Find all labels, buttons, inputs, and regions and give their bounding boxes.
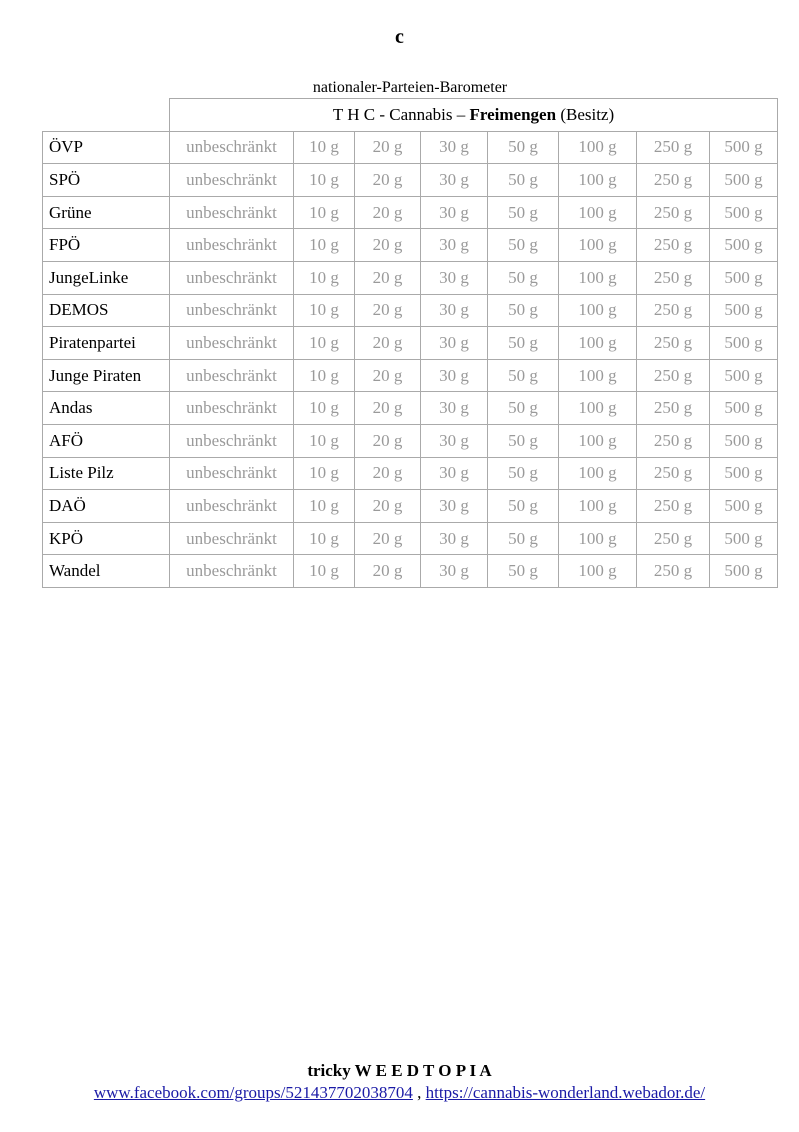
amount-cell[interactable]: 250 g (637, 261, 710, 294)
amount-cell[interactable]: 10 g (294, 555, 355, 588)
amount-cell[interactable]: 50 g (488, 229, 559, 262)
amount-cell[interactable]: unbeschränkt (170, 229, 294, 262)
amount-cell[interactable]: 20 g (355, 392, 421, 425)
party-name: Andas (43, 392, 170, 425)
party-name: Piratenpartei (43, 327, 170, 360)
amount-cell[interactable]: 250 g (637, 392, 710, 425)
amount-cell[interactable]: 30 g (421, 327, 488, 360)
table-row (43, 164, 778, 197)
amount-cell[interactable]: 500 g (710, 490, 778, 523)
table-row (43, 424, 778, 457)
party-name: Junge Piraten (43, 359, 170, 392)
table-row (43, 196, 778, 229)
amount-cell[interactable]: 30 g (421, 490, 488, 523)
amount-cell[interactable]: 100 g (559, 229, 637, 262)
amount-cell[interactable]: 10 g (294, 164, 355, 197)
amount-cell[interactable]: 10 g (294, 196, 355, 229)
amount-cell[interactable]: 100 g (559, 294, 637, 327)
amount-cell[interactable]: 100 g (559, 359, 637, 392)
amount-cell[interactable]: 30 g (421, 196, 488, 229)
amount-cell[interactable]: 250 g (637, 229, 710, 262)
amount-cell[interactable]: unbeschränkt (170, 457, 294, 490)
table-row (43, 261, 778, 294)
amount-cell[interactable]: 20 g (355, 229, 421, 262)
amount-cell[interactable]: 50 g (488, 131, 559, 164)
amount-cell[interactable]: 10 g (294, 424, 355, 457)
amount-cell[interactable]: unbeschränkt (170, 164, 294, 197)
header-row (43, 99, 778, 132)
party-name: Liste Pilz (43, 457, 170, 490)
table-row (43, 555, 778, 588)
amount-cell[interactable]: 20 g (355, 261, 421, 294)
table-row (43, 392, 778, 425)
amount-cell[interactable]: 30 g (421, 522, 488, 555)
amount-cell[interactable]: 10 g (294, 392, 355, 425)
amount-cell[interactable]: 50 g (488, 196, 559, 229)
party-name: Grüne (43, 196, 170, 229)
amount-cell[interactable]: 10 g (294, 522, 355, 555)
corner-cell (43, 99, 170, 132)
amount-cell[interactable]: 20 g (355, 359, 421, 392)
amount-cell[interactable]: 50 g (488, 164, 559, 197)
amount-cell[interactable]: 10 g (294, 327, 355, 360)
amount-cell[interactable]: 20 g (355, 522, 421, 555)
party-name: DEMOS (43, 294, 170, 327)
table-row (43, 229, 778, 262)
amount-cell[interactable]: 10 g (294, 294, 355, 327)
amount-cell[interactable]: 30 g (421, 294, 488, 327)
amount-cell[interactable]: 50 g (488, 490, 559, 523)
amount-cell[interactable]: 250 g (637, 555, 710, 588)
amount-cell[interactable]: 20 g (355, 164, 421, 197)
party-name: FPÖ (43, 229, 170, 262)
amount-cell[interactable]: 100 g (559, 555, 637, 588)
amount-cell[interactable]: 20 g (355, 131, 421, 164)
amount-cell[interactable]: 100 g (559, 196, 637, 229)
amount-cell[interactable]: 50 g (488, 555, 559, 588)
table-row (43, 359, 778, 392)
table-row (43, 327, 778, 360)
amount-cell[interactable]: 250 g (637, 164, 710, 197)
amount-cell[interactable]: 100 g (559, 522, 637, 555)
amount-cell[interactable]: unbeschränkt (170, 392, 294, 425)
amount-cell[interactable]: unbeschränkt (170, 294, 294, 327)
amount-cell[interactable]: 100 g (559, 327, 637, 360)
amount-cell[interactable]: 20 g (355, 327, 421, 360)
amount-cell[interactable]: unbeschränkt (170, 490, 294, 523)
table-row (43, 457, 778, 490)
amount-cell[interactable]: unbeschränkt (170, 359, 294, 392)
amount-cell[interactable]: 100 g (559, 392, 637, 425)
amount-cell[interactable]: 10 g (294, 457, 355, 490)
header-part1: T H C - Cannabis – (332, 104, 466, 124)
amount-cell[interactable]: 250 g (637, 522, 710, 555)
party-name: ÖVP (43, 131, 170, 164)
amount-cell[interactable]: 500 g (710, 359, 778, 392)
table-row (43, 294, 778, 327)
amount-cell[interactable]: 10 g (294, 261, 355, 294)
amount-cell[interactable]: 500 g (710, 164, 778, 197)
amount-cell[interactable]: 100 g (559, 261, 637, 294)
footer-links (0, 1082, 799, 1104)
amount-cell[interactable]: 30 g (421, 164, 488, 197)
amount-cell[interactable]: 50 g (488, 424, 559, 457)
amount-cell[interactable]: unbeschränkt (170, 424, 294, 457)
amount-cell[interactable]: 30 g (421, 457, 488, 490)
amount-cell[interactable]: 250 g (637, 424, 710, 457)
amount-cell[interactable]: unbeschränkt (170, 196, 294, 229)
barometer-subtitle: nationaler-Parteien-Barometer (312, 79, 508, 96)
amount-cell[interactable]: 50 g (488, 359, 559, 392)
amount-cell[interactable]: 30 g (421, 359, 488, 392)
amount-cell[interactable]: 30 g (421, 229, 488, 262)
party-name: JungeLinke (43, 261, 170, 294)
party-name: AFÖ (43, 424, 170, 457)
amount-cell[interactable]: 50 g (488, 522, 559, 555)
amount-cell[interactable]: 100 g (559, 131, 637, 164)
amount-cell[interactable]: 500 g (710, 229, 778, 262)
header-part2: Freimengen (469, 104, 557, 124)
barometer-table (42, 98, 778, 588)
table-row (43, 131, 778, 164)
amount-cell[interactable]: 100 g (559, 164, 637, 197)
amount-cell[interactable]: 20 g (355, 555, 421, 588)
party-name: SPÖ (43, 164, 170, 197)
amount-cell[interactable]: 50 g (488, 261, 559, 294)
amount-cell[interactable]: 500 g (710, 327, 778, 360)
amount-cell[interactable]: 250 g (637, 457, 710, 490)
table-row (43, 522, 778, 555)
amount-cell[interactable]: unbeschränkt (170, 261, 294, 294)
amount-cell[interactable]: 500 g (710, 457, 778, 490)
amount-cell[interactable]: 10 g (294, 131, 355, 164)
table-body (43, 99, 778, 588)
party-name: KPÖ (43, 522, 170, 555)
table-row (43, 490, 778, 523)
amount-cell[interactable]: 30 g (421, 131, 488, 164)
amount-cell[interactable]: 30 g (421, 261, 488, 294)
party-name: Wandel (43, 555, 170, 588)
amount-cell[interactable]: 20 g (355, 457, 421, 490)
amount-cell[interactable]: 30 g (421, 392, 488, 425)
amount-cell[interactable]: 100 g (559, 424, 637, 457)
amount-cell[interactable]: 250 g (637, 294, 710, 327)
amount-cell[interactable]: unbeschränkt (170, 555, 294, 588)
amount-cell[interactable]: 20 g (355, 196, 421, 229)
amount-cell[interactable]: unbeschränkt (170, 327, 294, 360)
amount-cell[interactable]: 250 g (637, 359, 710, 392)
amount-cell[interactable]: unbeschränkt (170, 522, 294, 555)
amount-cell[interactable]: 250 g (637, 490, 710, 523)
website-link[interactable]: https://cannabis-wonderland.webador.de/ (425, 1083, 706, 1102)
footer-title: tricky W E E D T O P I A (307, 1061, 492, 1080)
amount-cell[interactable]: 50 g (488, 457, 559, 490)
amount-cell[interactable]: 50 g (488, 294, 559, 327)
amount-cell[interactable]: 100 g (559, 457, 637, 490)
amount-cell[interactable]: 30 g (421, 424, 488, 457)
amount-cell[interactable]: 250 g (637, 327, 710, 360)
amount-cell[interactable]: unbeschränkt (170, 131, 294, 164)
amount-cell[interactable]: 500 g (710, 261, 778, 294)
amount-cell[interactable]: 250 g (637, 131, 710, 164)
amount-cell[interactable]: 20 g (355, 490, 421, 523)
amount-cell[interactable]: 20 g (355, 424, 421, 457)
amount-cell[interactable]: 10 g (294, 490, 355, 523)
page-letter: c (395, 26, 404, 48)
amount-cell[interactable]: 10 g (294, 229, 355, 262)
amount-cell[interactable]: 10 g (294, 359, 355, 392)
amount-cell[interactable]: 500 g (710, 196, 778, 229)
table-header (170, 99, 778, 132)
amount-cell[interactable]: 500 g (710, 424, 778, 457)
header-part3: (Besitz) (560, 104, 615, 124)
facebook-link[interactable]: www.facebook.com/groups/521437702038704 (93, 1083, 413, 1102)
amount-cell[interactable]: 500 g (710, 131, 778, 164)
amount-cell[interactable]: 20 g (355, 294, 421, 327)
amount-cell[interactable]: 500 g (710, 294, 778, 327)
amount-cell[interactable]: 100 g (559, 490, 637, 523)
amount-cell[interactable]: 30 g (421, 555, 488, 588)
footer-separator: , (417, 1083, 422, 1102)
amount-cell[interactable]: 50 g (488, 392, 559, 425)
party-name: DAÖ (43, 490, 170, 523)
amount-cell[interactable]: 500 g (710, 522, 778, 555)
amount-cell[interactable]: 500 g (710, 555, 778, 588)
amount-cell[interactable]: 50 g (488, 327, 559, 360)
amount-cell[interactable]: 250 g (637, 196, 710, 229)
amount-cell[interactable]: 500 g (710, 392, 778, 425)
